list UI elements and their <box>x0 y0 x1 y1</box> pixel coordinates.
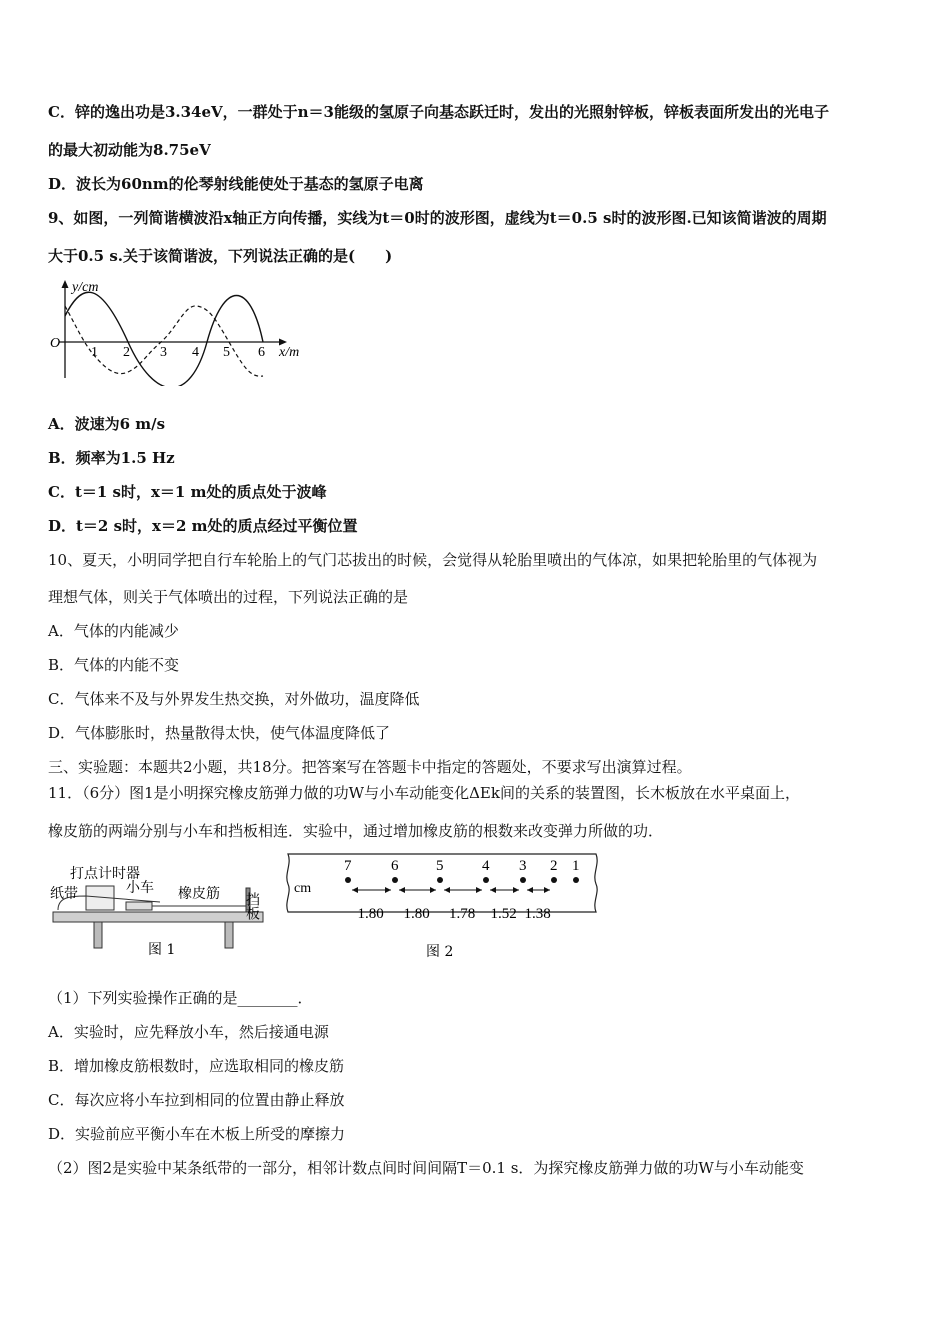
option-d-q10: D．气体膨胀时，热量散得太快，使气体温度降低了 <box>48 724 391 742</box>
tape-dot-7 <box>345 877 351 883</box>
question-10-stem-cont: 理想气体，则关于气体喷出的过程，下列说法正确的是 <box>48 588 409 606</box>
tape-dot-4 <box>483 877 489 883</box>
x-tick-5: 5 <box>223 345 230 360</box>
tape-point-label-1: 1 <box>572 858 580 874</box>
x-label: x/m <box>279 345 300 360</box>
tape-point-label-3: 3 <box>519 858 527 874</box>
board-label: 挡板 <box>244 892 260 920</box>
tape-label: 纸带 <box>50 886 78 902</box>
tape-unit: cm <box>294 881 312 896</box>
tape-interval-value-5: 1.38 <box>524 906 551 922</box>
q11-sub1: （1）下列实验操作正确的是________． <box>48 989 313 1007</box>
solid-wave-t0 <box>65 292 263 386</box>
option-b-q11: B．增加橡皮筋根数时，应选取相同的橡皮筋 <box>48 1057 345 1075</box>
tape-dot-2 <box>551 877 557 883</box>
x-tick-1: 1 <box>91 345 98 360</box>
dashed-wave-t05 <box>65 306 263 376</box>
option-d-q11: D．实验前应平衡小车在木板上所受的摩擦力 <box>48 1125 346 1143</box>
option-b-q9: B．频率为1.5 Hz <box>48 449 175 467</box>
option-c-q9: C．t＝1 s时，x＝1 m处的质点处于波峰 <box>48 483 327 501</box>
tape-dot-1 <box>573 877 579 883</box>
tape-interval-value-1: 1.80 <box>357 906 384 922</box>
tape-interval-value-3: 1.78 <box>449 906 476 922</box>
cart-body <box>126 902 152 910</box>
tape-interval-value-2: 1.80 <box>403 906 430 922</box>
option-c-q8-cont: 的最大初动能为8.75eV <box>48 141 211 159</box>
x-tick-6: 6 <box>258 345 265 360</box>
figure-2-tape <box>282 852 602 962</box>
question-9-stem-cont: 大于0.5 s.关于该简谐波，下列说法正确的是( ) <box>48 247 393 265</box>
option-d-q9: D．t＝2 s时，x＝2 m处的质点经过平衡位置 <box>48 517 358 535</box>
figure-1-apparatus <box>50 862 275 964</box>
wave-figure <box>45 278 315 386</box>
tape-point-label-5: 5 <box>436 858 444 874</box>
tape-dot-3 <box>520 877 526 883</box>
figure-2-caption: 图 2 <box>426 944 454 960</box>
tape-dot-6 <box>392 877 398 883</box>
option-c-q11: C．每次应将小车拉到相同的位置由静止释放 <box>48 1091 345 1109</box>
table-leg-right <box>225 922 233 948</box>
tape-point-label-6: 6 <box>391 858 399 874</box>
table-leg-left <box>94 922 102 948</box>
y-label: y/cm <box>72 280 99 295</box>
tape-dot-5 <box>437 877 443 883</box>
option-c-q8: C．锌的逸出功是3.34eV，一群处于n＝3能级的氢原子向基态跃迁时，发出的光照射锌板，锌板表面所发出的光电子 <box>48 103 830 121</box>
board-top <box>53 912 263 922</box>
option-c-q10: C．气体来不及与外界发生热交换，对外做功，温度降低 <box>48 690 420 708</box>
x-tick-3: 3 <box>160 345 167 360</box>
tape-point-label-2: 2 <box>550 858 558 874</box>
question-9-stem: 9、如图，一列简谐横波沿x轴正方向传播，实线为t＝0时的波形图，虚线为t＝0.5 s时的波形图.已知该简谐波的周期 <box>48 209 827 227</box>
origin-label: O <box>50 336 61 351</box>
cart-label: 小车 <box>126 880 154 896</box>
tape-interval-value-4: 1.52 <box>490 906 517 922</box>
section-3-heading: 三、实验题：本题共2小题，共18分。把答案写在答题卡中指定的答题处，不要求写出演算过程。 <box>48 758 692 776</box>
timer-label: 打点计时器 <box>70 866 140 882</box>
option-d-q8: D．波长为60nm的伦琴射线能使处于基态的氢原子电离 <box>48 175 424 193</box>
x-tick-4: 4 <box>192 345 199 360</box>
x-tick-2: 2 <box>123 345 130 360</box>
tape-point-label-7: 7 <box>344 858 352 874</box>
q11-sub2: （2）图2是实验中某条纸带的一部分，相邻计数点间时间间隔T＝0.1 s．为探究橡皮筋弹力做的功W与小车动能变 <box>48 1159 804 1177</box>
option-a-q9: A．波速为6 m/s <box>48 415 166 433</box>
band-label: 橡皮筋 <box>178 886 220 902</box>
tape-point-label-4: 4 <box>482 858 490 874</box>
option-b-q10: B．气体的内能不变 <box>48 656 180 674</box>
question-10-stem: 10、夏天，小明同学把自行车轮胎上的气门芯拔出的时候，会觉得从轮胎里喷出的气体凉，如果把轮胎里的气体视为 <box>48 551 818 569</box>
question-11-stem: 11．（6分）图1是小明探究橡皮筋弹力做的功W与小车动能变化ΔEk间的关系的装置图，长木板放在水平桌面上， <box>48 784 800 802</box>
question-11-stem-cont: 橡皮筋的两端分别与小车和挡板相连．实验中，通过增加橡皮筋的根数来改变弹力所做的功． <box>48 822 664 840</box>
y-axis-arrow <box>62 280 69 288</box>
option-a-q10: A．气体的内能减少 <box>48 622 179 640</box>
figure-1-caption: 图 1 <box>148 942 176 958</box>
option-a-q11: A．实验时，应先释放小车，然后接通电源 <box>48 1023 329 1041</box>
